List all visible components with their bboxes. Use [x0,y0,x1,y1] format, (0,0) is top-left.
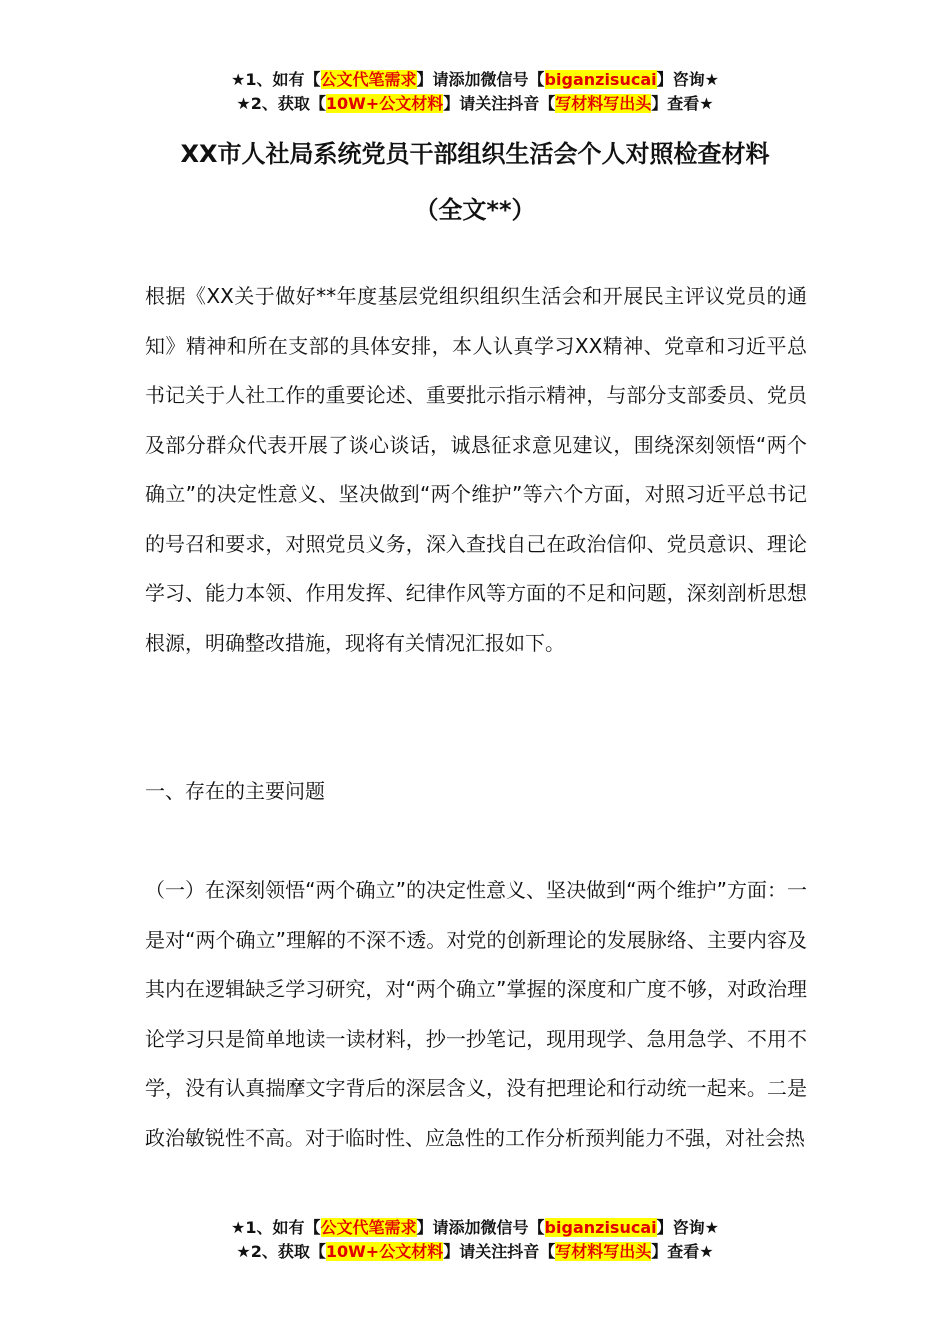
promo-line-2 [0,1240,950,1264]
promo-text: 】请添加微信号【 [416,70,545,89]
promo-text: 】查看★ [651,94,714,113]
promo-text: 】咨询★ [656,70,719,89]
section-heading [145,767,807,817]
heading-text: 一、存在的主要问题 [145,779,325,803]
promo-text: 】请关注抖音【 [443,94,556,113]
promo-highlight: biganzisucai [544,1218,657,1237]
promo-highlight: 10W+公文材料 [325,94,444,113]
intro-paragraph [145,272,807,668]
promo-highlight: 公文代笔需求 [320,1218,417,1237]
promo-footer [0,1216,950,1264]
paragraph-text: （一）在深刻领悟“两个确立”的决定性意义、坚决做到“两个维护”方面：一是对“两个确立”理解的不深不透。对党的创新理论的发展脉络、主要内容及其内在逻辑缺乏学习研究，对“两个确立”掌握的深度和广度不够，对政治理论学习只是简单地读一读材料，抄一抄笔记，现用现学、急用急学、不用不学，没有认真揣摩文字背后的深层含义，没有把理论和行动统一起来。二是政治敏锐性不高。对于临时性、应急性的工作分析预判能力不强，对社会热 [145,878,807,1150]
promo-highlight: 10W+公文材料 [325,1242,444,1261]
promo-highlight: biganzisucai [544,70,657,89]
title-line-1: XX市人社局系统党员干部组织生活会个人对照检查材料 [180,140,770,168]
promo-line-1 [0,1216,950,1240]
promo-text: 】请关注抖音【 [443,1242,556,1261]
promo-header [0,68,950,116]
title-line-2: （全文**） [414,196,536,224]
section-paragraph [145,866,807,1206]
promo-text: 】查看★ [651,1242,714,1261]
promo-line-2 [0,92,950,116]
promo-highlight: 公文代笔需求 [320,70,417,89]
promo-text: ★1、如有【 [231,70,321,89]
promo-text: ★1、如有【 [231,1218,321,1237]
promo-highlight: 写材料写出头 [555,1242,652,1261]
promo-text: 】请添加微信号【 [416,1218,545,1237]
document-title [0,126,950,238]
promo-text: ★2、获取【 [236,94,326,113]
promo-text: ★2、获取【 [236,1242,326,1261]
promo-highlight: 写材料写出头 [555,94,652,113]
paragraph-text: 根据《XX关于做好**年度基层党组织组织生活会和开展民主评议党员的通知》精神和所在支部的具体安排，本人认真学习XX精神、党章和习近平总书记关于人社工作的重要论述、重要批示指示精神，与部分支部委员、党员及部分群众代表开展了谈心谈话，诚恳征求意见建议，围绕深刻领悟“两个确立”的决定性意义、坚决做到“两个维护”等六个方面，对照习近平总书记的号召和要求，对照党员义务，深入查找自己在政治信仰、党员意识、理论学习、能力本领、作用发挥、纪律作风等方面的不足和问题，深刻剖析思想根源，明确整改措施，现将有关情况汇报如下。 [145,284,807,655]
promo-text: 】咨询★ [656,1218,719,1237]
promo-line-1 [0,68,950,92]
